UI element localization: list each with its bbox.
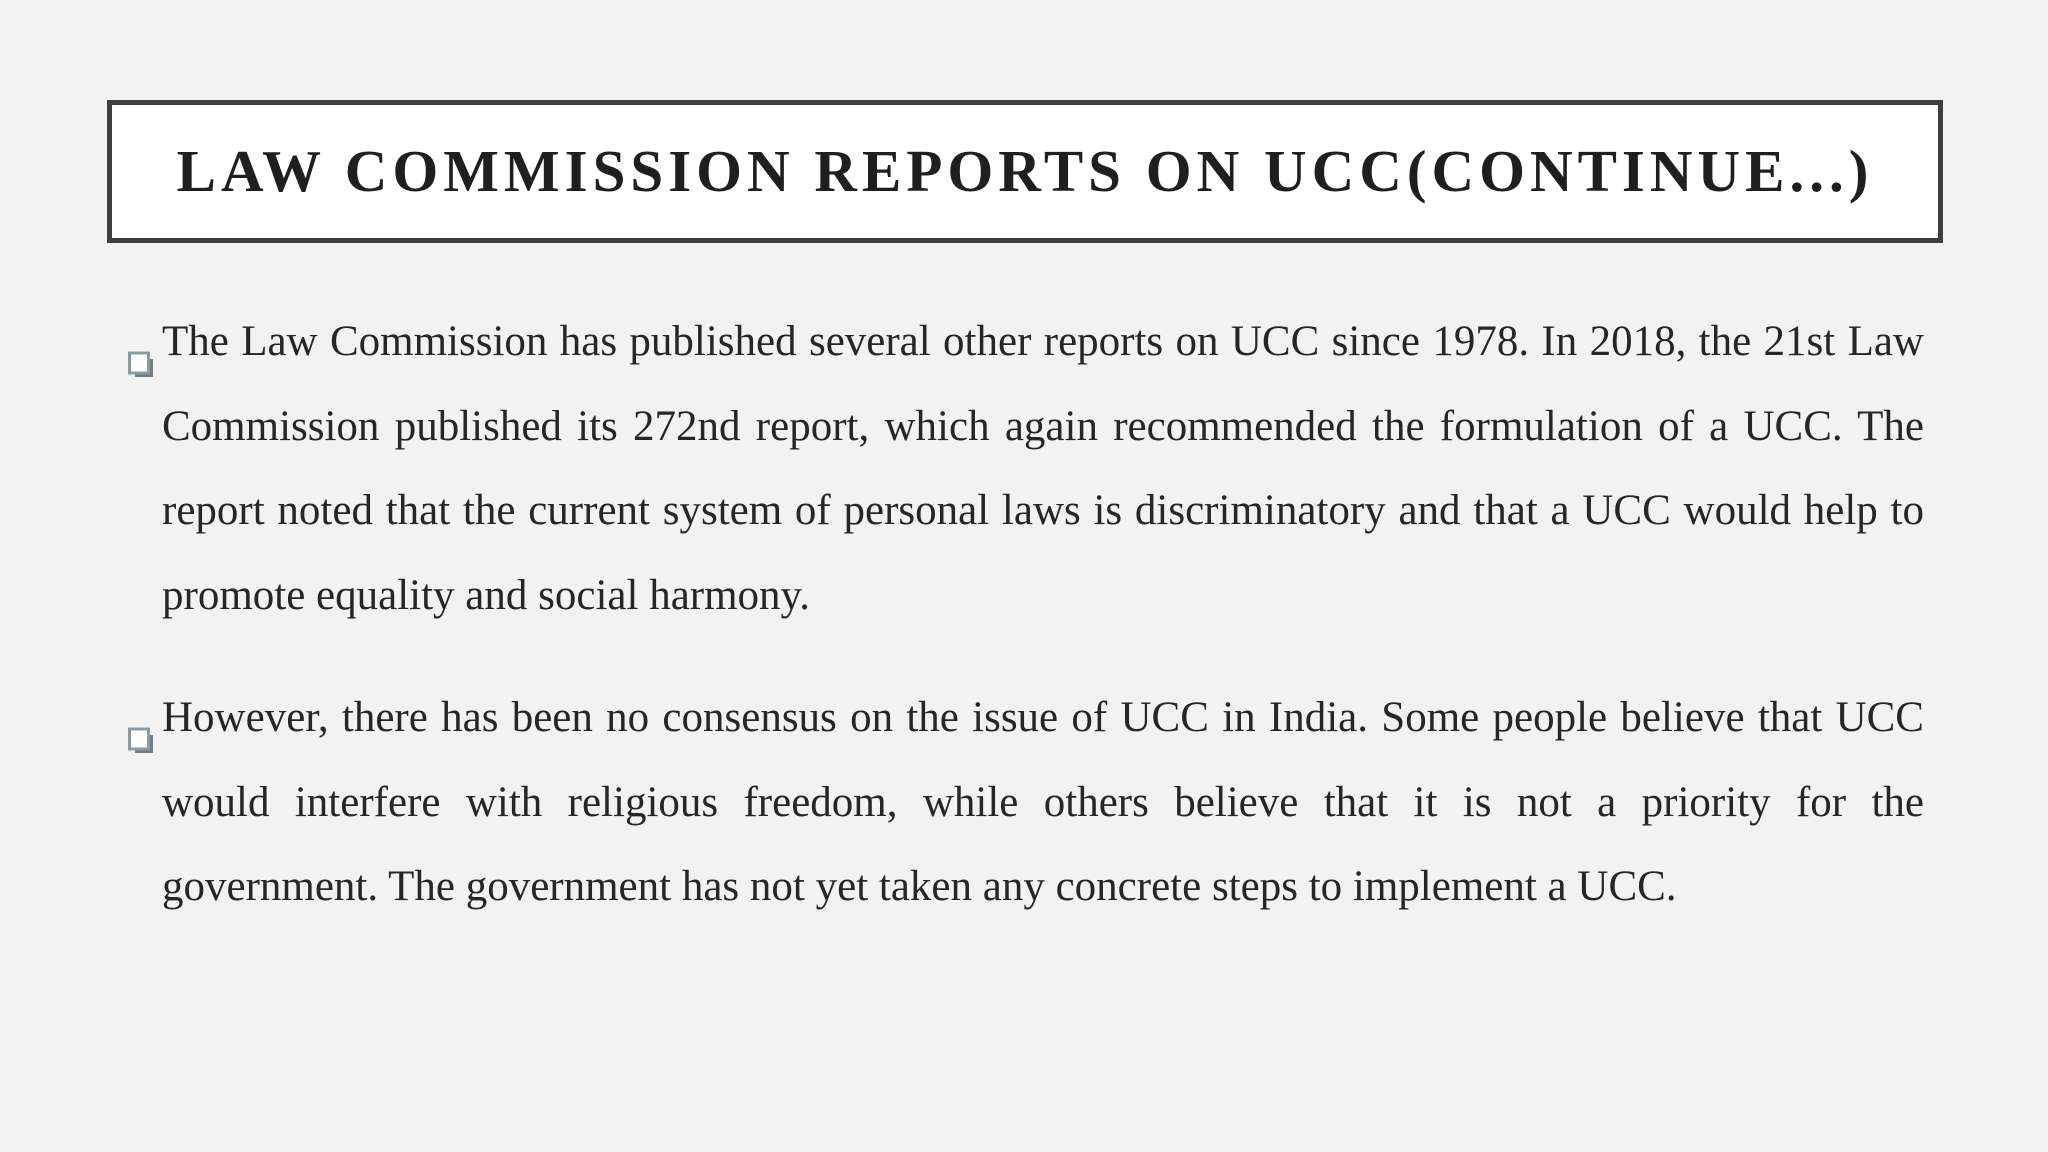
bullet-list: [124, 300, 1924, 930]
bullet-item: [124, 676, 1924, 930]
hollow-square-bullet-icon: [128, 323, 154, 351]
bullet-item: [124, 300, 1924, 638]
bullet-text: The Law Commission has published several other reports on UCC since 1978. In 2018, the 21st Law Commission published its 272nd report, which again recommended the formulation of a UCC. The report noted that the current system of personal laws is discriminatory and that a UCC would help to promote equality and social harmony.: [162, 318, 1924, 619]
slide-title: LAW COMMISSION REPORTS ON UCC(CONTINUE...): [176, 138, 1874, 204]
title-box: [107, 100, 1943, 243]
bullet-text: However, there has been no consensus on the issue of UCC in India. Some people believe that UCC would interfere with religious freedom, while others believe that it is not a priority for the government. The government has not yet taken any concrete steps to implement a UCC.: [162, 694, 1924, 910]
hollow-square-bullet-icon: [128, 699, 154, 727]
